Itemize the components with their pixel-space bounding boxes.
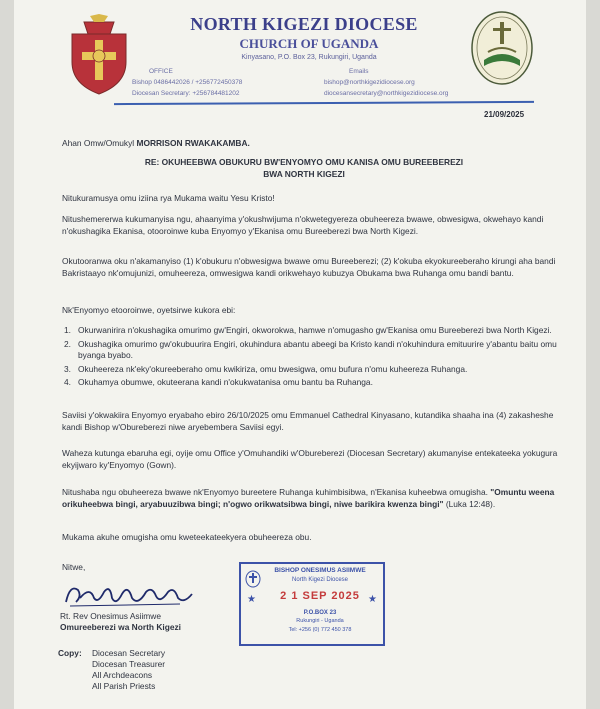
letterhead-address: Kinyasano, P.O. Box 23, Rukungiri, Uganda: [241, 54, 377, 61]
bishop-phone-line: Bishop 0486442026 / +256772450378: [132, 79, 243, 86]
stamp-diocese: North Kigezi Diocese: [291, 577, 349, 583]
copy-recipient: All Parish Priests: [92, 681, 156, 691]
letter-date: 21/09/2025: [484, 110, 525, 119]
bishop-email-line: bishop@northkigezidiocese.org: [324, 79, 415, 86]
stamp-location: Rukungiri - Uganda: [296, 618, 344, 624]
stamp-date: 2 1 SEP 2025: [280, 590, 360, 602]
copy-recipient: Diocesan Secretary: [92, 648, 166, 658]
secretary-email-line: diocesansecretary@northkigezidiocese.org: [324, 90, 449, 97]
secretary-phone-line: Diocesan Secretary: +256784481202: [132, 90, 240, 97]
stamp-name: BISHOP ONESIMUS ASIIMWE: [274, 567, 366, 574]
handwritten-signature: [60, 580, 200, 610]
stamp-emblem-icon: [245, 570, 261, 588]
bible-quote: "Omuntu weena orikuheebwa bingi, aryabuuzibwa bingi; n'ogwo orikwatsibwa bingi, niwe barikira kwenza bingi": [62, 487, 555, 509]
letterhead-rule: [114, 101, 534, 105]
closing-line: Nitwe,: [62, 562, 86, 572]
subject-line-2: BWA NORTH KIGEZI: [263, 169, 345, 179]
blessing-line: Mukama akuhe omugisha omu kweteekateekyera obuheereza obu.: [62, 532, 312, 542]
stamp-star-icon: ★: [247, 594, 256, 605]
copy-label: Copy:: [58, 648, 82, 658]
stamp-star-icon: ★: [368, 594, 377, 605]
duty-item: 1. Okurwanirira n'okushagika omurimo gw'Engiri, okworokwa, hamwe n'omugasho gw'Ekanisa omu Bureeberezi bwa North Kigezi.: [64, 325, 552, 335]
emails-label: Emails: [349, 68, 369, 75]
greeting: Nitukuramusya omu iziina rya Mukama waitu Yesu Kristo!: [62, 193, 275, 203]
salutation-prefix: Ahan Omw/Omukyl: [62, 138, 135, 148]
office-label: OFFICE: [149, 68, 173, 75]
copy-recipient: All Archdeacons: [92, 670, 153, 680]
signatory-name: Rt. Rev Onesimus Asiimwe: [60, 611, 161, 621]
duty-item: 2. Okushagika omurimo gw'okubuurira Engiri, okuhindura abantu abeegi ba Kristo kandi n'okuhindura emituurire y'abantu baitu omu byanga byabo.: [64, 338, 557, 360]
duties-intro: Nk'Enyomyo etooroinwe, oyetsirwe kukora ebi:: [62, 305, 236, 315]
addressee-name: MORRISON RWAKAKAMBA.: [136, 138, 250, 148]
paragraph-1: Nitushemererwa kukumanyisa ngu, ahaanyima y'okushwijuma n'okwetegyereza obuheereza bwawe, obwesigwa, okwehayo kandi n'okushagika Ekanisa, otooroinwe kuba Enyomyo y'Ekanisa omu Bureeberezi bwa North Kigezi.: [62, 214, 544, 236]
letter-page: [14, 0, 586, 709]
stamp-box: P.O.BOX 23: [303, 610, 337, 616]
duties-list: [64, 325, 558, 389]
duty-item: 4. Okuhamya obumwe, okuteerana kandi n'okukwatanisa omu bantu ba Ruhanga.: [64, 377, 373, 387]
paragraph-2: Okutooranwa oku n'akamanyiso (1) k'obukuru n'obwesigwa bwawe omu Bureeberezi; (2) k'okuba ekyokureeberaho kirungi aha bandi Bakristaayo nk'omujunizi, omuheereza, omwesigwa kandi orikwehayo kubuzya Obukama bwa Ruhanga omu bandi bantu.: [62, 256, 556, 278]
letterhead-subtitle: CHURCH OF UGANDA: [239, 36, 379, 51]
paragraph-3: Saviisi y'okwakiira Enyomyo eryabaho ebiro 26/10/2025 omu Emmanuel Cathedral Kinyasano, kutandika shaaha ina (4) zakasheshe kandi Bishop w'Obureberezi niwe aryebembera Saviisi egyi.: [62, 410, 554, 432]
stamp-telephone: Tel: +256 (0) 772 450 378: [288, 627, 352, 633]
copy-recipient: Diocesan Treasurer: [92, 659, 166, 669]
subject-line-1: RE: OKUHEEBWA OBUKURU BW'ENYOMYO OMU KANISA OMU BUREEBEREZI: [144, 157, 464, 167]
duty-item: 3. Okuheereza nk'eky'okureeberaho omu kwikiriza, omu bwesigwa, omu bufura n'omu kuheereza Ruhanga.: [64, 363, 468, 374]
church-of-uganda-emblem: [466, 8, 538, 86]
diocese-coat-of-arms-logo: [64, 14, 134, 96]
salutation-line: [62, 138, 250, 150]
paragraph-4: Waheza kutunga ebaruha egi, oyije omu Office y'Omuhandiki w'Obureberezi (Diocesan Secretary) akumanyise entekateeka yokugura ekyijwaro ky'Enyomyo (Gown).: [62, 448, 558, 470]
signatory-title: Omureeberezi wa North Kigezi: [60, 622, 181, 632]
bishop-stamp: [239, 562, 385, 646]
letterhead-title: NORTH KIGEZI DIOCESE: [190, 14, 418, 34]
paragraph-5: Nitushaba ngu obuheereza bwawe nk'Enyomyo bureetere Ruhanga kuhimbisibwa, n'Ekanisa kuheebwa omugisha. "Omuntu weena orikuheebwa bingi, aryabuuzibwa bingi; n'ogwo orikwatsibwa bingi, niwe barikira kwenza bingi" (Luka 12:48).: [62, 487, 555, 509]
